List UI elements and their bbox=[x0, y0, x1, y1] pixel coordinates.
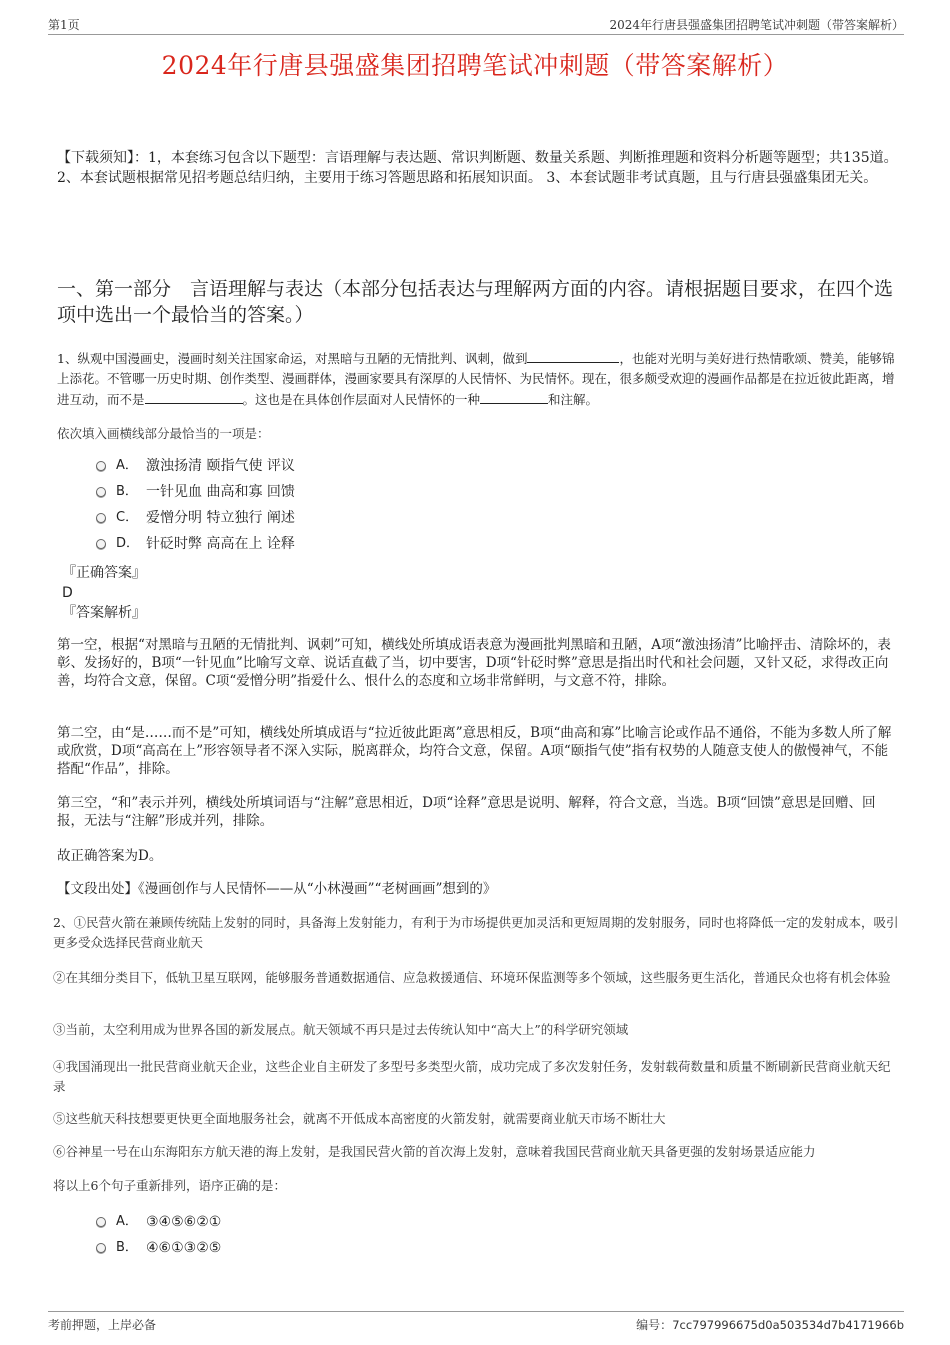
page-footer bbox=[48, 1311, 904, 1332]
source-citation: 【文段出处】《漫画创作与人民情怀——从“小林漫画”“老树画画”想到的》 bbox=[57, 881, 497, 897]
answer-blank-1 bbox=[527, 348, 619, 363]
analysis-label: 『答案解析』 bbox=[62, 605, 146, 621]
question-2-options bbox=[96, 1209, 596, 1261]
radio-icon[interactable] bbox=[96, 461, 106, 471]
correct-answer-value: D bbox=[62, 585, 73, 601]
option-c[interactable]: C． 爱憎分明 特立独行 阐述 bbox=[96, 505, 596, 531]
option-b[interactable]: B． 一针见血 曲高和寡 回馈 bbox=[96, 479, 596, 505]
question-1-options bbox=[96, 453, 596, 557]
page-number: 第1页 bbox=[48, 18, 80, 32]
radio-icon[interactable] bbox=[96, 1243, 106, 1253]
question-2-sentence-5: ⑤这些航天科技想要更快更全面地服务社会，就离不开低成本高密度的火箭发射，就需要商业航天市场不断壮大 bbox=[53, 1111, 666, 1126]
download-notice: 【下载须知】：1，本套练习包含以下题型：言语理解与表达题、常识判断题、数量关系题、判断推理题和资料分析题等题型；共135道。 2、本套试题根据常见招考题总结归纳，主要用于练习答题思路和拓展知识面。 3、本套试题非考试真题，且与行唐县强盛集团无关。 bbox=[57, 150, 898, 186]
radio-icon[interactable] bbox=[96, 513, 106, 523]
document-code: 编号：7cc797996675d0a503534d7b4171966b bbox=[636, 1318, 904, 1332]
analysis-paragraph-2: 第二空，由“是……而不是”可知，横线处所填成语与“拉近彼此距离”意思相反，B项“曲高和寡”比喻言论或作品不通俗，不能为多数人所了解或欣赏，D项“高高在上”形容领导者不深入实际，脱离群众，均符合文意，保留。A项“颐指气使”指有权势的人随意支使人的傲慢神气，不能搭配“作品”，排除。 bbox=[57, 725, 892, 777]
footer-slogan: 考前押题，上岸必备 bbox=[48, 1318, 157, 1332]
answer-blank-2 bbox=[145, 389, 243, 404]
question-1-prompt: 依次填入画横线部分最恰当的一项是： bbox=[57, 426, 270, 441]
radio-icon[interactable] bbox=[96, 1217, 106, 1227]
question-2-prompt: 将以上6个句子重新排列，语序正确的是： bbox=[53, 1178, 286, 1193]
question-2-sentence-3: ③当前，太空利用成为世界各国的新发展点。航天领域不再只是过去传统认知中“高大上”的科学研究领域 bbox=[53, 1022, 629, 1037]
option-b[interactable]: B． ④⑥①③②⑤ bbox=[96, 1235, 596, 1261]
option-a[interactable]: A． ③④⑤⑥②① bbox=[96, 1209, 596, 1235]
question-2-sentence-4: ④我国涌现出一批民营商业航天企业，这些企业自主研发了多型号多类型火箭，成功完成了多次发射任务，发射载荷数量和质量不断刷新民营商业航天纪录 bbox=[53, 1059, 891, 1094]
option-a[interactable]: A． 激浊扬清 颐指气使 评议 bbox=[96, 453, 596, 479]
question-2-sentence-2: ②在其细分类目下，低轨卫星互联网，能够服务普通数据通信、应急救援通信、环境环保监测等多个领域，这些服务更生活化，普通民众也将有机会体验 bbox=[53, 970, 891, 985]
question-2-sentence-1: 2、①民营火箭在兼顾传统陆上发射的同时，具备海上发射能力，有利于为市场提供更加灵活和更短周期的发射服务，同时也将降低一定的发射成本，吸引更多受众选择民营商业航天 bbox=[53, 915, 899, 950]
header-doc-title: 2024年行唐县强盛集团招聘笔试冲刺题（带答案解析） bbox=[609, 18, 904, 32]
correct-answer-label: 『正确答案』 bbox=[62, 565, 146, 581]
analysis-paragraph-1: 第一空，根据“对黑暗与丑陋的无情批判、讽刺”可知，横线处所填成语表意为漫画批判黑暗和丑陋，A项“激浊扬清”比喻抨击、清除坏的，表彰、发扬好的，B项“一针见血”比喻写文章、说话直截了当，切中要害，D项“针砭时弊”意思是指出时代和社会问题，又针又砭，求得改正向善，均符合文意，保留。C项“爱憎分明”指爱什么、恨什么的态度和立场非常鲜明，与文意不符，排除。 bbox=[57, 637, 891, 689]
radio-icon[interactable] bbox=[96, 539, 106, 549]
option-d[interactable]: D． 针砭时弊 高高在上 诠释 bbox=[96, 531, 596, 557]
page-header bbox=[48, 14, 904, 35]
analysis-conclusion: 故正确答案为D。 bbox=[57, 848, 163, 864]
answer-blank-3 bbox=[480, 389, 548, 404]
question-2-sentence-6: ⑥谷神星一号在山东海阳东方航天港的海上发射，是我国民营火箭的首次海上发射，意味着我国民营商业航天具备更强的发射场景适应能力 bbox=[53, 1144, 816, 1159]
question-1-stem: 1、纵观中国漫画史，漫画时刻关注国家命运，对黑暗与丑陋的无情批判、讽刺，做到 ，也能对光明与美好进行热情歌颂、赞美，能够锦上添花。不管哪一历史时期、创作类型、漫画群体，漫画家要具有深厚的人民情怀、为民情怀。现在，很多颇受欢迎的漫画作品都是在拉近彼此距离，增进互动，而不是 。这也是在具体创作层面对人民情怀的一种 和注解。 bbox=[57, 348, 898, 410]
analysis-paragraph-3: 第三空，“和”表示并列，横线处所填词语与“注解”意思相近，D项“诠释”意思是说明、解释，符合文意，当选。B项“回馈”意思是回赠、回报，无法与“注解”形成并列，排除。 bbox=[57, 795, 876, 829]
section-heading: 一、第一部分 言语理解与表达（本部分包括表达与理解两方面的内容。请根据题目要求，在四个选项中选出一个最恰当的答案。） bbox=[57, 278, 894, 326]
page-title: 2024年行唐县强盛集团招聘笔试冲刺题（带答案解析） bbox=[161, 51, 789, 80]
answer-block bbox=[62, 563, 146, 623]
radio-icon[interactable] bbox=[96, 487, 106, 497]
